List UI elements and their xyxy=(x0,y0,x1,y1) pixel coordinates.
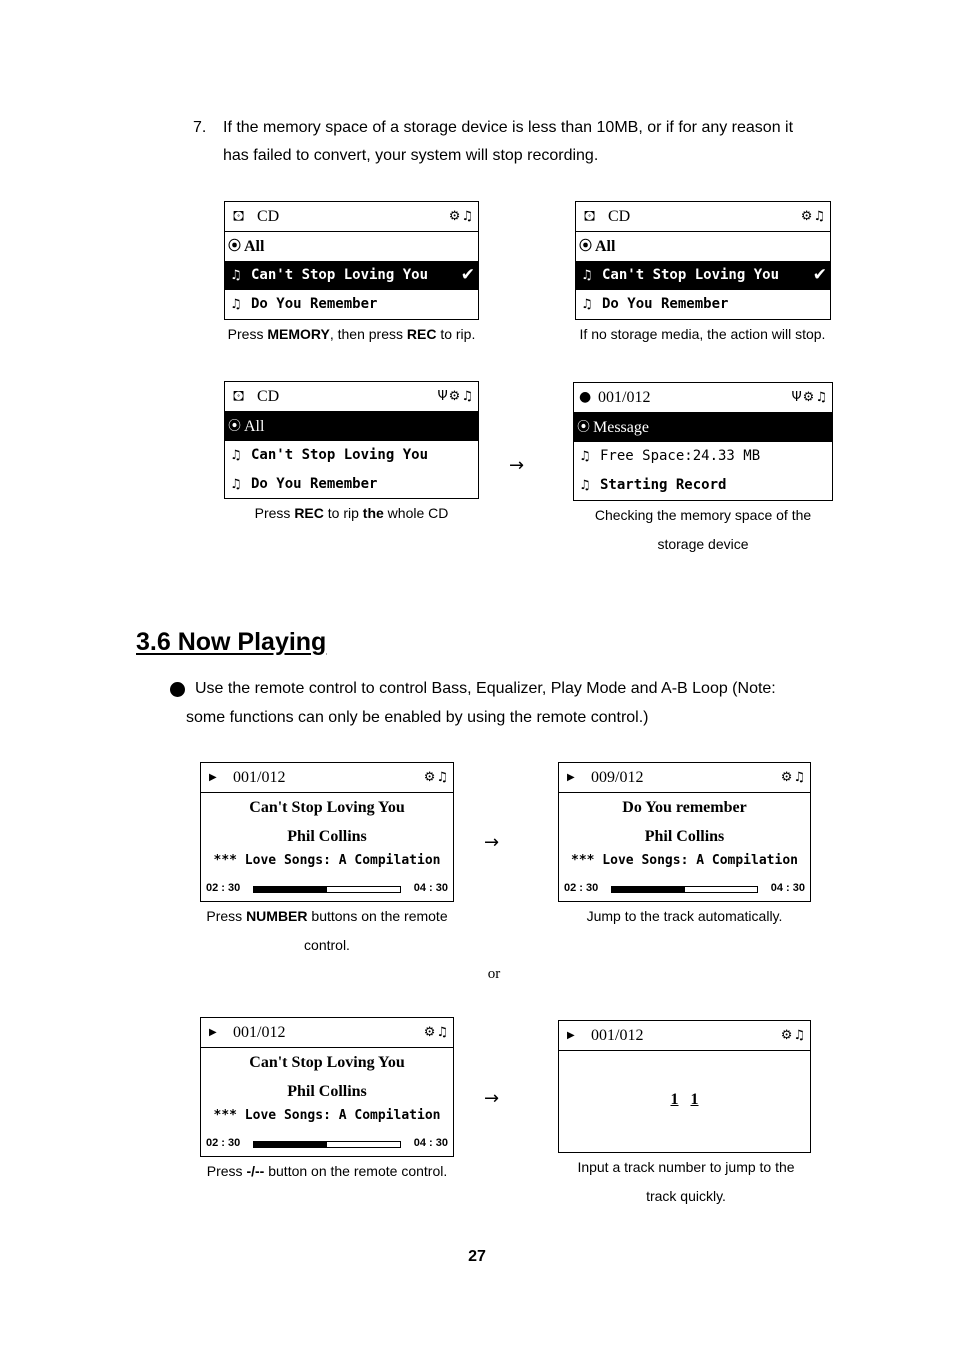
total-time: 04 : 30 xyxy=(413,1137,448,1149)
arrow: → xyxy=(484,1088,500,1109)
bullet-text-line2: some functions can only be enabled by using the remote control.) xyxy=(186,709,649,726)
lcd-screen-memory-rip xyxy=(224,201,479,320)
disc-icon: 🖸 xyxy=(584,209,596,223)
check-icon: ✔ xyxy=(460,265,475,285)
play-triangle-icon: ▶ xyxy=(209,1027,217,1038)
radio-dot-icon: ⦿ xyxy=(228,419,242,434)
usb-eq-icon: Ψ⚙♫ xyxy=(437,389,474,404)
artist: Phil Collins xyxy=(287,1083,367,1100)
lcd-header: 🖸 CD ⚙♫ xyxy=(576,202,830,232)
song-title: Can't Stop Loving You xyxy=(249,1054,405,1071)
progress xyxy=(201,875,453,903)
list-item-selected: ♫ Can't Stop Loving You ✔ xyxy=(225,261,478,290)
progress xyxy=(201,1130,453,1158)
list-item-all: ⦿ All xyxy=(225,232,478,261)
elapsed-time: 02 : 30 xyxy=(206,882,241,894)
list-item: ♫ Do You Remember xyxy=(225,290,478,319)
section-title: 3.6 Now Playing xyxy=(136,628,327,656)
lcd-screen-rip-whole xyxy=(224,381,479,499)
lcd-header: ▶ 009/012 ⚙♫ xyxy=(559,763,810,793)
caption-jump: Jump to the track automatically. xyxy=(586,908,783,924)
music-note-icon: ♫ xyxy=(581,268,593,283)
artist: Phil Collins xyxy=(287,828,367,845)
radio-dot-icon: ⦿ xyxy=(579,239,593,254)
progress-bar xyxy=(253,886,401,893)
song-title: Do You remember xyxy=(622,799,747,816)
lcd-now-playing-3 xyxy=(200,1017,454,1157)
arrow: → xyxy=(484,832,500,853)
elapsed-time: 02 : 30 xyxy=(564,882,599,894)
music-note-icon: ♫ xyxy=(230,477,242,492)
digit-2: 1 xyxy=(690,1091,699,1108)
list-item: ♫ Do You Remember xyxy=(576,290,830,319)
lcd-header: 🖸 CD Ψ⚙♫ xyxy=(225,382,478,412)
lcd-screen-memory-check xyxy=(573,382,833,501)
lcd-header xyxy=(225,202,478,232)
list-item-selected: ♫ Can't Stop Loving You ✔ xyxy=(576,261,830,290)
step-text-line1: If the memory space of a storage device is less than 10MB, or if for any reason it xyxy=(223,119,794,136)
caption-input-2: track quickly. xyxy=(646,1188,726,1204)
lcd-screen-no-storage xyxy=(575,201,831,320)
radio-dot-icon: ⦿ xyxy=(228,239,242,254)
disc-icon: 🖸 xyxy=(233,209,245,223)
caption-number: Press NUMBER buttons on the remote xyxy=(206,908,448,924)
list-item-all-selected: ⦿ All xyxy=(225,412,478,441)
lcd-header: ● 001/012 Ψ⚙♫ xyxy=(574,383,832,413)
play-triangle-icon: ▶ xyxy=(567,772,575,783)
lcd-header: ▶ 001/012 ⚙♫ xyxy=(201,763,453,793)
arrow: → xyxy=(509,455,525,476)
album: *** Love Songs: A Compilation xyxy=(213,853,441,868)
eq-icon: ⚙♫ xyxy=(800,209,826,224)
play-triangle-icon: ▶ xyxy=(567,1030,575,1041)
step-text-line2: has failed to convert, your system will stop recording. xyxy=(223,147,599,164)
usb-eq-icon: Ψ⚙♫ xyxy=(791,390,828,405)
starting-record-row: ♫ Starting Record xyxy=(574,471,832,500)
caption-memory-rip: Press MEMORY, then press REC to rip. xyxy=(227,326,476,342)
record-dot-icon: ● xyxy=(579,389,592,405)
free-space-row: ♫ Free Space:24.33 MB xyxy=(574,442,832,471)
progress-fill xyxy=(612,887,685,892)
caption-rip-whole: Press REC to rip the whole CD xyxy=(254,505,449,521)
elapsed-time: 02 : 30 xyxy=(206,1137,241,1149)
caption-no-storage: If no storage media, the action will stop. xyxy=(579,326,826,342)
message-row: ⦿ Message xyxy=(574,413,832,442)
list-item: ♫ Do You Remember xyxy=(225,470,478,499)
caption-memory-check-1: Checking the memory space of the xyxy=(594,507,812,523)
music-note-icon: ♫ xyxy=(581,297,593,312)
music-note-icon: ♫ xyxy=(579,478,591,493)
artist: Phil Collins xyxy=(644,828,725,845)
progress xyxy=(559,875,810,903)
caption-input-1: Input a track number to jump to the xyxy=(577,1159,795,1175)
music-note-icon: ♫ xyxy=(579,449,591,464)
music-note-icon: ♫ xyxy=(230,448,242,463)
eq-icon: ⚙♫ xyxy=(448,209,474,224)
check-icon: ✔ xyxy=(812,265,827,285)
or-label: or xyxy=(487,966,501,982)
page-number: 27 xyxy=(468,1248,486,1265)
eq-icon: ⚙♫ xyxy=(780,770,806,785)
lcd-now-playing-1 xyxy=(200,762,454,902)
caption-memory-check-2: storage device xyxy=(657,536,749,552)
list-item-all: ⦿ All xyxy=(576,232,830,261)
caption-number-2: control. xyxy=(304,937,350,953)
total-time: 04 : 30 xyxy=(770,882,805,894)
lcd-now-playing-2 xyxy=(558,762,811,902)
digit-1: 1 xyxy=(670,1091,679,1108)
track-number-input xyxy=(559,1091,810,1109)
lcd-header: ▶ 001/012 ⚙♫ xyxy=(201,1018,453,1048)
lcd-header: ▶ 001/012 ⚙♫ xyxy=(559,1021,810,1051)
lcd-track-input xyxy=(558,1020,811,1153)
music-note-icon: ♫ xyxy=(230,268,242,283)
play-triangle-icon: ▶ xyxy=(209,772,217,783)
song-title: Can't Stop Loving You xyxy=(249,799,405,816)
eq-icon: ⚙♫ xyxy=(423,1025,449,1040)
disc-icon: 🖸 xyxy=(233,389,245,403)
album: *** Love Songs: A Compilation xyxy=(571,853,798,868)
radio-dot-icon: ⦿ xyxy=(577,420,591,435)
bullet-text-line1: Use the remote control to control Bass, Equalizer, Play Mode and A-B Loop (Note: xyxy=(195,680,776,697)
caption-dash-button: Press -/-- button on the remote control. xyxy=(206,1163,448,1179)
list-item: ♫ Can't Stop Loving You xyxy=(225,441,478,470)
progress-fill xyxy=(254,1142,327,1147)
album: *** Love Songs: A Compilation xyxy=(213,1108,441,1123)
step-number: 7. xyxy=(193,119,207,136)
bullet-icon xyxy=(170,682,185,697)
lcd-title: CD xyxy=(257,208,280,225)
total-time: 04 : 30 xyxy=(413,882,448,894)
music-note-icon: ♫ xyxy=(230,297,242,312)
progress-bar xyxy=(253,1141,401,1148)
eq-icon: ⚙♫ xyxy=(780,1028,806,1043)
eq-icon: ⚙♫ xyxy=(423,770,449,785)
progress-fill xyxy=(254,887,327,892)
progress-bar xyxy=(611,886,758,893)
